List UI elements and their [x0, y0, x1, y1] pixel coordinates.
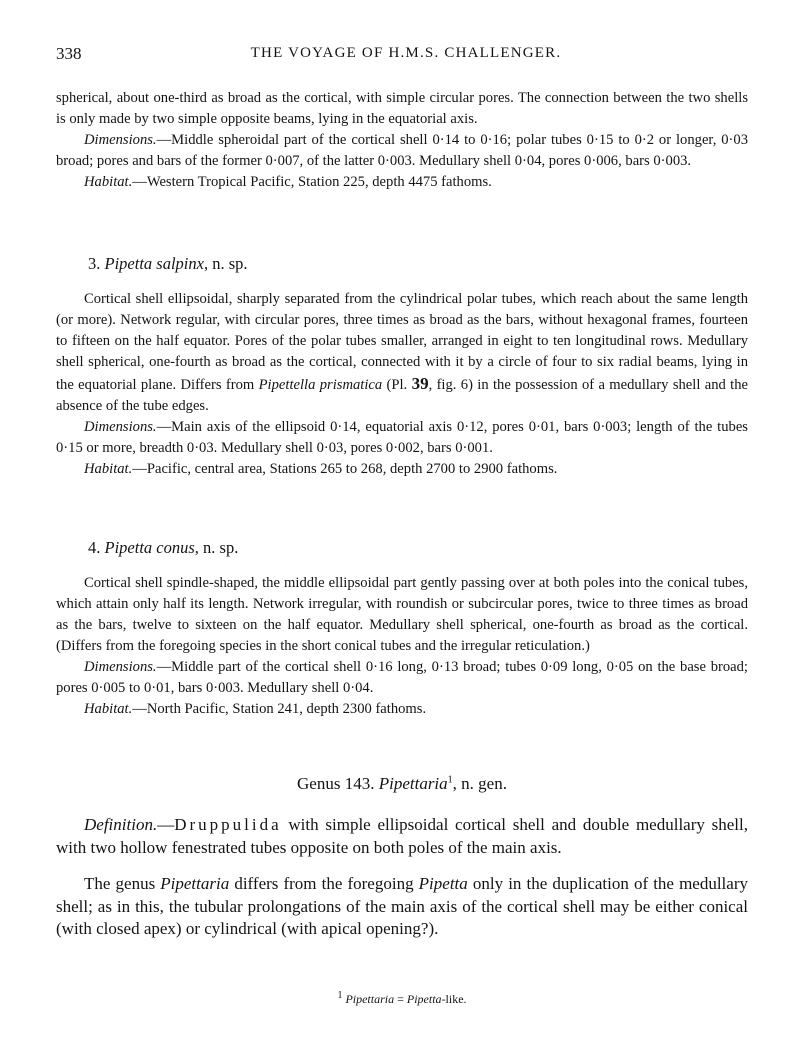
species-3-description: Cortical shell ellipsoidal, sharply separated from the cylindrical polar tubes, which reach about the same length (or more). Network regular, with circular pores, three times as broad as the bars, without hexagonal frames, fourteen to fifteen on the half equator. Pores of the polar tubes smaller, arranged in eight to ten longitudinal rows. Medullary shell spherical, one-fourth as broad as the cortical, connected with it by a circle of four to six radial beams, lying in the equatorial plane. Differs from Pipettella prismatica (Pl. 39, fig. 6) in the possession of a medullary shell and the absence of the tube edges. [56, 291, 748, 414]
species-heading-3 [88, 254, 248, 274]
plate-number: 39 [411, 374, 429, 393]
genus-prefix: Genus 143. [297, 774, 375, 793]
genus-paragraph: The genus Pipettaria differs from the foregoing Pipetta only in the duplication of the medullary shell; as in this, the tubular prolongations of the main axis of the cortical shell may be either conical (with closed apex) or cylindrical (with apical opening?). [56, 874, 748, 938]
running-title: THE VOYAGE OF H.M.S. CHALLENGER. [250, 45, 562, 61]
genus-name: Pipettaria [378, 774, 448, 793]
genus-definition: Definition.—Druppulida with simple ellipsoidal cortical shell and double medullary shell, with two hollow fenestrated tubes opposite on both poles of the main axis. [56, 815, 748, 857]
species-4-section [56, 573, 748, 720]
species-number: 4. [88, 538, 101, 557]
species-reference: Pipettella prismatica [258, 377, 383, 393]
species-4-description: Cortical shell spindle-shaped, the middle ellipsoidal part gently passing over at both poles into the conical tubes, which attain only half its length. Network irregular, with roundish or subcircular pores, twice to three times as broad as the bars, twelve to sixteen on the half equator. Medullary shell spherical, one-fourth as broad as the cortical. (Differs from the foregoing species in the short conical tubes and the irregular reticulation.) [56, 575, 748, 654]
dimensions-paragraph [56, 130, 748, 172]
dimensions-label: Dimensions. [84, 419, 157, 435]
species-heading-4 [88, 538, 238, 558]
habitat-paragraph [56, 459, 748, 480]
footnote-number: 1 [337, 990, 343, 1001]
genus-heading: Genus 143. Pipettaria$^1$, n. gen. [297, 774, 507, 793]
family-name: Druppulida [174, 815, 282, 834]
dimensions-text: —Middle part of the cortical shell 0·16 long, 0·13 broad; tubes 0·09 long, 0·05 on the base broad; pores 0·005 to 0·01, bars 0·003. Medullary shell 0·04. [56, 659, 748, 696]
dimensions-paragraph [56, 417, 748, 459]
footnote-reference: Pipetta [406, 992, 442, 1006]
dimensions-label: Dimensions. [84, 132, 157, 148]
definition-text: with simple ellipsoidal cortical shell and double medullary shell, with two hollow fenestrated tubes opposite on both poles of the main axis. [56, 815, 748, 857]
species-name: Pipetta conus [104, 538, 195, 557]
species-3-section [56, 289, 748, 480]
genus-suffix: n. gen. [456, 774, 507, 793]
habitat-label: Habitat. [84, 174, 133, 190]
species-suffix: , n. sp. [203, 254, 248, 273]
genus-section [56, 814, 748, 941]
habitat-text: —North Pacific, Station 241, depth 2300 fathoms. [132, 701, 427, 717]
habitat-text: —Western Tropical Pacific, Station 225, depth 4475 fathoms. [132, 174, 492, 190]
dimensions-text: —Main axis of the ellipsoid 0·14, equatorial axis 0·12, pores 0·01, bars 0·003; length of the tubes 0·15 or more, breadth 0·03. Medullary shell 0·03, pores 0·002, bars 0·001. [56, 419, 748, 456]
dimensions-paragraph [56, 657, 748, 699]
dimensions-text: —Middle spheroidal part of the cortical shell 0·14 to 0·16; polar tubes 0·15 to 0·2 or longer, 0·03 broad; pores and bars of the former 0·007, of the latter 0·003. Medullary shell 0·04, pores 0·006, bars 0·003. [56, 132, 748, 169]
continuation-section [56, 88, 748, 193]
continuation-paragraph: spherical, about one-third as broad as the cortical, with simple circular pores. The connection between the two shells is only made by two simple opposite beams, lying in the equatorial axis. [56, 90, 748, 127]
habitat-paragraph [56, 699, 748, 720]
dimensions-label: Dimensions. [84, 659, 157, 675]
running-head [56, 44, 756, 66]
habitat-label: Habitat. [84, 461, 133, 477]
footnote-term: Pipettaria [345, 992, 395, 1006]
footnote-marker: 1 [447, 774, 453, 786]
habitat-paragraph [56, 172, 748, 193]
species-suffix: , n. sp. [194, 538, 239, 557]
definition-label: Definition. [84, 815, 158, 834]
habitat-label: Habitat. [84, 701, 133, 717]
page-number: 338 [56, 44, 82, 63]
species-name: Pipetta salpinx [104, 254, 204, 273]
habitat-text: —Pacific, central area, Stations 265 to 268, depth 2700 to 2900 fathoms. [132, 461, 558, 477]
species-number: 3. [88, 254, 101, 273]
footnote: $^1$ Pipettaria = Pipetta-like. [337, 990, 467, 1006]
